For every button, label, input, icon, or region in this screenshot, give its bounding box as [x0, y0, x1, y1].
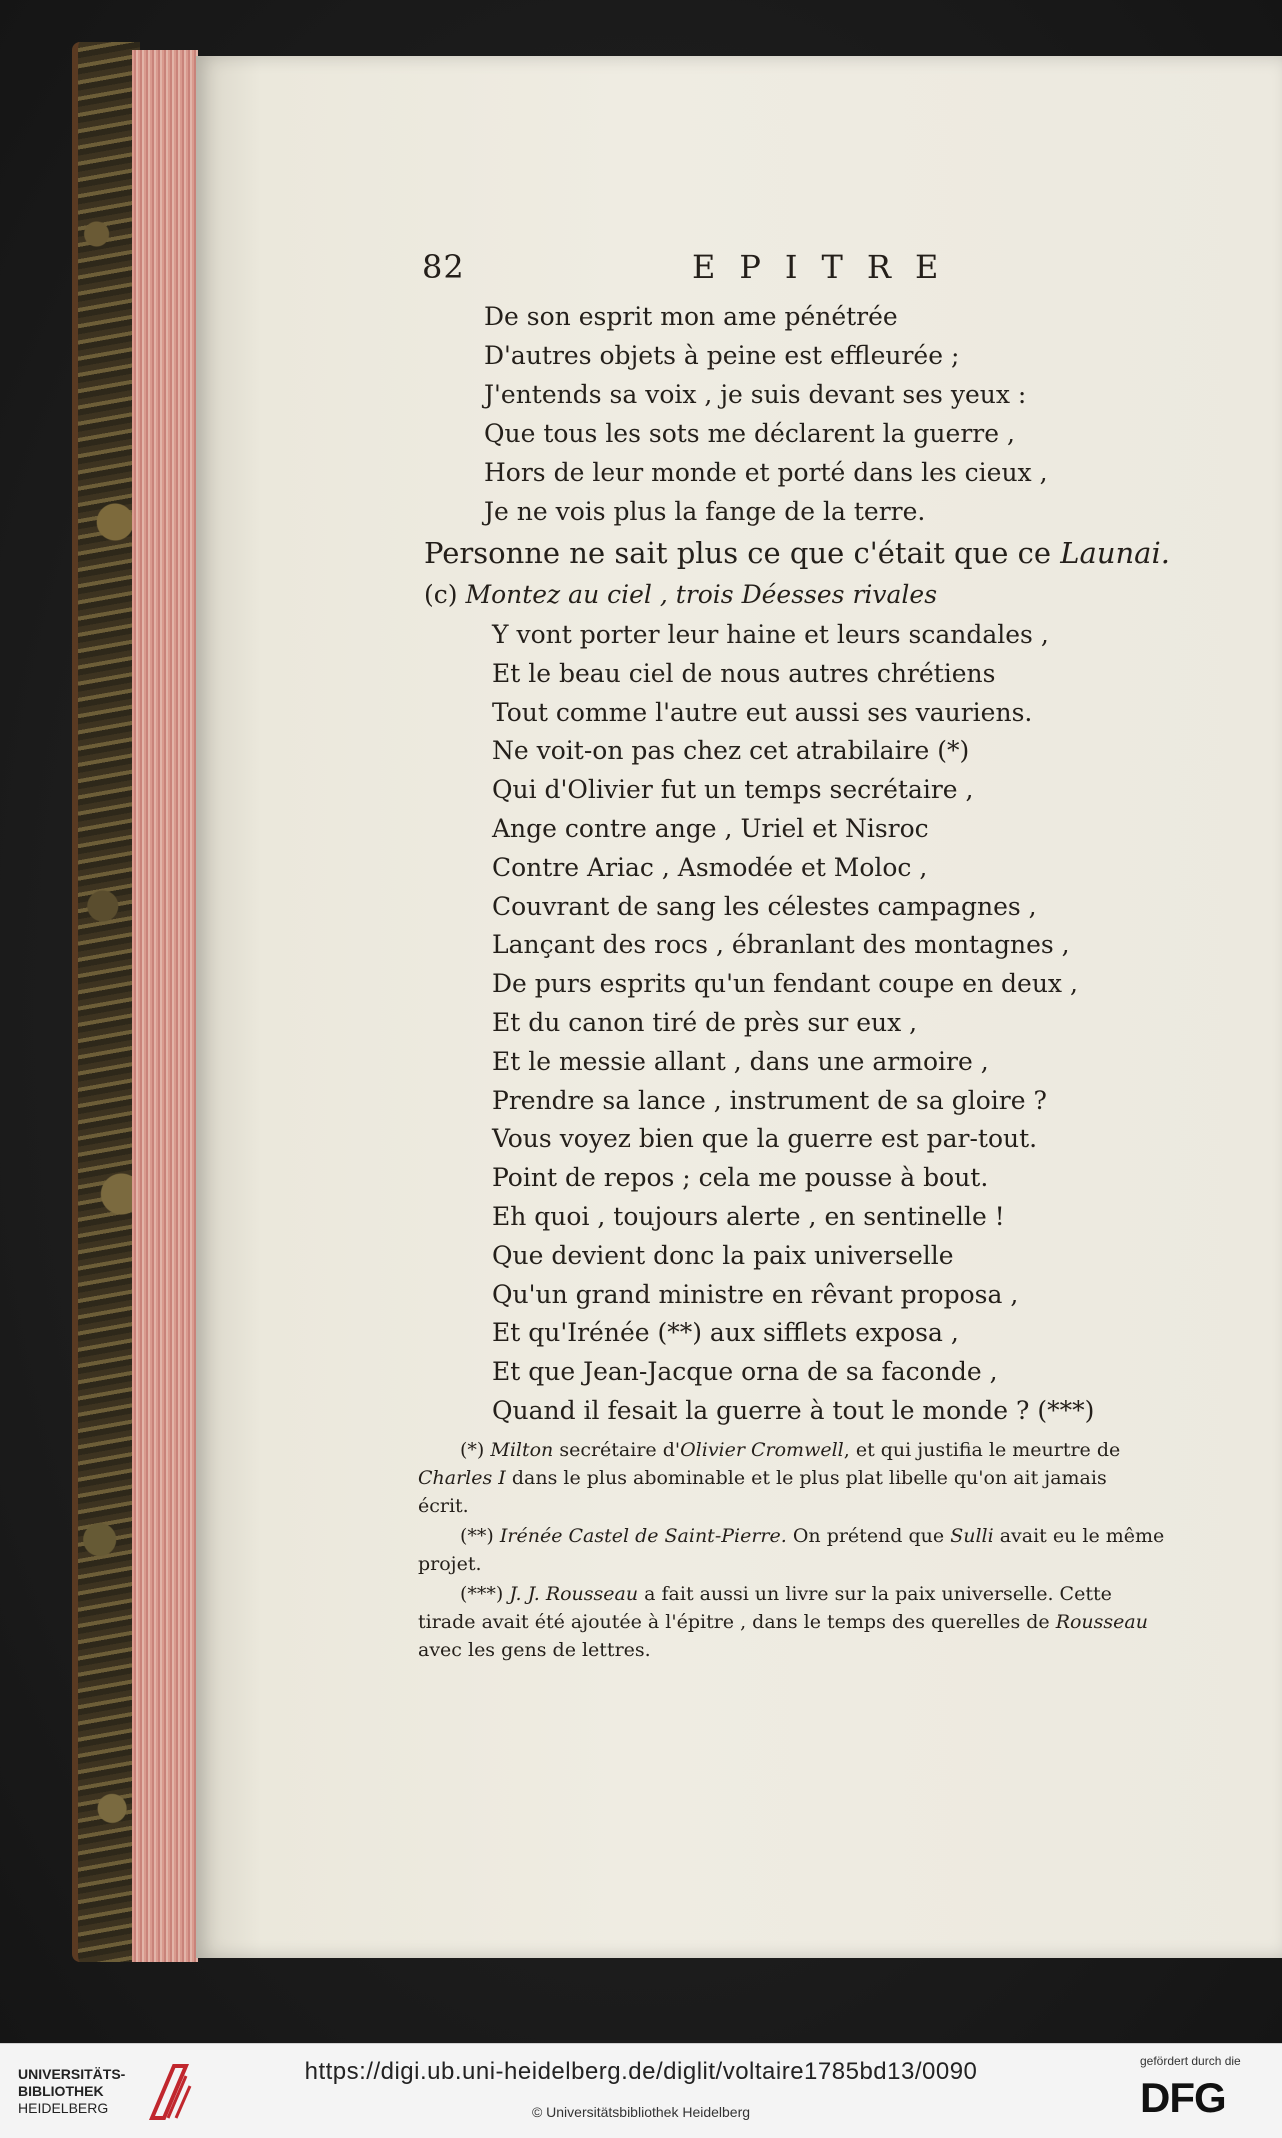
footnote-2-name-2: Sulli — [950, 1525, 994, 1547]
footnote-2-text-b: avait eu le même — [993, 1525, 1165, 1547]
verse-line: Eh quoi , toujours alerte , en sentinelle ! — [492, 1202, 1005, 1231]
verse-line: Contre Ariac , Asmodée et Moloc , — [492, 852, 928, 882]
verse-line: De son esprit mon ame pénétrée — [484, 302, 898, 331]
footnote-1-text-b: , et qui justifia le meurtre de — [843, 1439, 1121, 1461]
footnote-1-name: Milton — [490, 1439, 554, 1461]
footnote-1-line-3: écrit. — [418, 1495, 469, 1517]
permalink-url[interactable]: https://digi.ub.uni-heidelberg.de/diglit/voltaire1785bd13/0090 — [304, 2058, 978, 2085]
footnote-1-name-2: Olivier Cromwell — [680, 1439, 844, 1461]
verse-line: Et du canon tiré de près sur eux , — [492, 1008, 918, 1037]
funded-by-label: gefördert durch die — [1140, 2054, 1241, 2068]
verse-line: Vous voyez bien que la guerre est par-tout. — [492, 1124, 1038, 1154]
book-page — [196, 56, 1282, 1958]
verse-line: Lançant des rocs , ébranlant des montagnes , — [492, 930, 1070, 960]
verse-line: Que devient donc la paix universelle — [492, 1240, 954, 1270]
verse-line: Et que Jean-Jacque orna de sa faconde , — [492, 1357, 998, 1387]
note-c-mark: (c) — [424, 580, 466, 609]
footnote-2-name: Irénée Castel de Saint-Pierre. — [499, 1525, 787, 1547]
dfg-logo[interactable]: DFG — [1140, 2074, 1226, 2121]
footnote-3-line-2 — [418, 1610, 1148, 1634]
footnote-3-line-1 — [460, 1582, 1112, 1606]
verse-line: Y vont porter leur haine et leurs scandales , — [492, 620, 1049, 649]
verse-line: Prendre sa lance , instrument de sa gloire ? — [492, 1085, 1047, 1115]
marbled-binding — [72, 42, 140, 1962]
verse-line-launai-text: Personne ne sait plus ce que c'était que ce — [424, 536, 1061, 570]
verse-line: Qui d'Olivier fut un temps secrétaire , — [492, 775, 974, 805]
footnote-3-text-a: a fait aussi un livre sur la paix universelle. Cette — [638, 1583, 1112, 1605]
verse-line: Couvrant de sang les célestes campagnes , — [492, 891, 1037, 921]
verse-line: Je ne vois plus la fange de la terre. — [484, 497, 926, 526]
footnote-3-rousseau: Rousseau — [1055, 1611, 1148, 1633]
footnote-1-line-1 — [460, 1438, 1120, 1462]
copyright-notice: © Universitätsbibliothek Heidelberg — [531, 2104, 751, 2120]
verse-line: Quand il fesait la guerre à tout le monde ? (***) — [492, 1396, 1095, 1425]
footnote-3-mark: (***) — [460, 1583, 510, 1605]
library-name-line-1: UNIVERSITÄTS- — [18, 2066, 126, 2082]
page-number: 82 — [422, 248, 465, 286]
verse-line: Tout comme l'autre eut aussi ses vauriens. — [492, 697, 1033, 727]
verse-line: D'autres objets à peine est effleurée ; — [484, 341, 960, 370]
verse-line-c — [424, 580, 937, 610]
footnote-2-mark: (**) — [460, 1525, 500, 1547]
footnote-1-line-2-text: dans le plus abominable et le plus plat libelle qu'on ait jamais — [505, 1467, 1107, 1489]
verse-line: Hors de leur monde et porté dans les cieux , — [484, 458, 1048, 487]
verse-line-c-text: Montez au ciel , trois Déesses rivales — [465, 580, 938, 609]
viewer-footer — [0, 2043, 1282, 2138]
footnote-1-line-2 — [418, 1466, 1107, 1490]
launai-name: Launai. — [1060, 536, 1170, 570]
footnote-1-mark: (*) — [460, 1439, 491, 1461]
verse-line: Et qu'Irénée (**) aux sifflets exposa , — [492, 1318, 959, 1348]
footnote-3-name: J. J. Rousseau — [509, 1583, 639, 1605]
verse-line-launai — [424, 538, 1170, 568]
verse-line: J'entends sa voix , je suis devant ses yeux : — [484, 380, 1027, 409]
verse-line: Que tous les sots me déclarent la guerre , — [484, 419, 1015, 448]
verse-line: Ange contre ange , Uriel et Nisroc — [492, 814, 929, 843]
footnote-2-text-a: On prétend que — [786, 1525, 951, 1547]
footnote-1-charles: Charles I — [418, 1467, 506, 1489]
running-head — [422, 248, 1182, 296]
verse-line: Ne voit-on pas chez cet atrabilaire (*) — [492, 736, 970, 766]
verse-line: De purs esprits qu'un fendant coupe en deux , — [492, 969, 1078, 999]
verse-line: Et le beau ciel de nous autres chrétiens — [492, 658, 996, 688]
footnote-3-line-3: avec les gens de lettres. — [418, 1639, 651, 1661]
footnote-2-line-1 — [460, 1524, 1164, 1548]
library-name-line-3: HEIDELBERG — [18, 2100, 109, 2116]
verse-line: Point de repos ; cela me pousse à bout. — [492, 1163, 989, 1193]
footnote-3-line-2-text: tirade avait été ajoutée à l'épitre , dans le temps des querelles de — [418, 1611, 1056, 1633]
verse-line: Qu'un grand ministre en rêvant proposa , — [492, 1279, 1019, 1309]
verse-line: Et le messie allant , dans une armoire , — [492, 1046, 989, 1076]
footnote-2-line-2: projet. — [418, 1553, 482, 1575]
running-title: EPITRE — [692, 248, 963, 286]
library-name-line-2: BIBLIOTHEK — [18, 2083, 104, 2099]
footnote-1-text-a: secrétaire d' — [553, 1439, 681, 1461]
page-edges — [132, 50, 198, 1962]
